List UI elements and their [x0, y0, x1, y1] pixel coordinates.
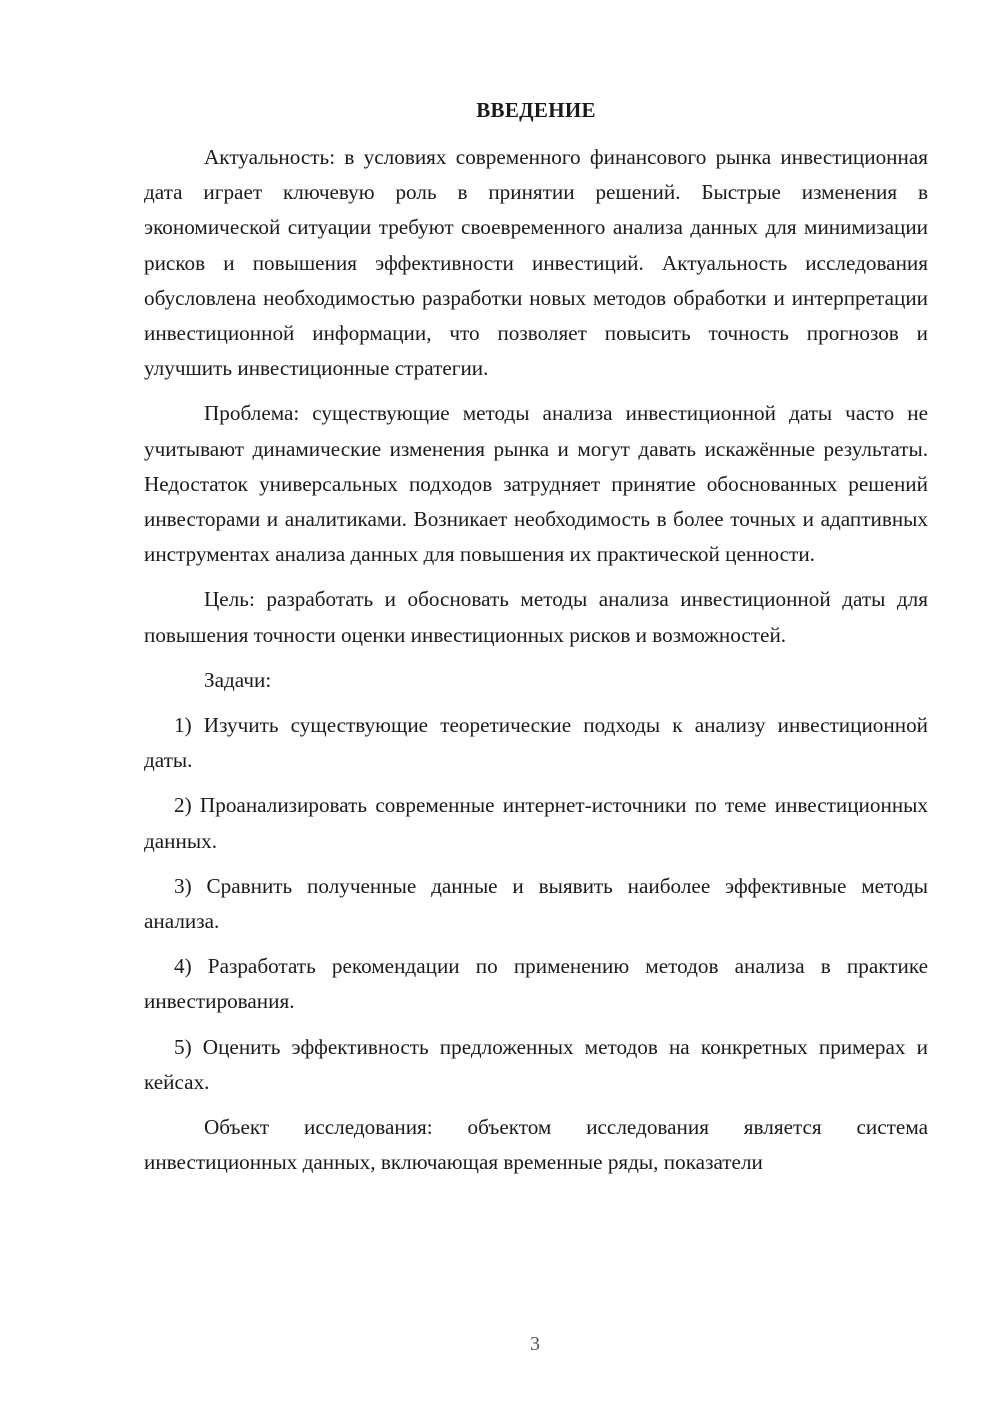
paragraph-object: Объект исследования: объектом исследования является система инвестиционных данных, включающая временные ряды, показатели — [144, 1115, 928, 1175]
paragraph-problem: Проблема: существующие методы анализа инвестиционной даты часто не учитывают динамические изменения рынка и могут давать искажённые результаты. Недостаток универсальных подходов затрудняет принятие обоснованных решений инвесторами и аналитиками. Возникает необходимость в более точных и адаптивных инструментах анализа данных для повышения их практической ценности. — [144, 401, 928, 567]
page-content — [144, 92, 928, 1180]
tasks-label: Задачи: — [204, 667, 272, 692]
paragraph-goal: Цель: разработать и обосновать методы анализа инвестиционной даты для повышения точности оценки инвестиционных рисков и возможностей. — [144, 587, 928, 647]
page-number: 3 — [530, 1333, 540, 1355]
paragraph-relevance: Актуальность: в условиях современного финансового рынка инвестиционная дата играет ключевую роль в принятии решений. Быстрые изменения в экономической ситуации требуют своевременного анализа данных для минимизации рисков и повышения эффективности инвестиций. Актуальность исследования обусловлена необходимостью разработки новых методов обработки и интерпретации инвестиционной информации, что позволяет повысить точность прогнозов и улучшить инвестиционные стратегии. — [144, 145, 928, 381]
task-item: 4) Разработать рекомендации по применению методов анализа в практике инвестирования. — [144, 954, 928, 1014]
task-item: 1) Изучить существующие теоретические подходы к анализу инвестиционной даты. — [144, 713, 928, 773]
task-item: 2) Проанализировать современные интернет-источники по теме инвестиционных данных. — [144, 793, 928, 853]
page-title: ВВЕДЕНИЕ — [476, 98, 596, 122]
task-item: 5) Оценить эффективность предложенных методов на конкретных примерах и кейсах. — [144, 1034, 928, 1094]
task-item: 3) Сравнить полученные данные и выявить наиболее эффективные методы анализа. — [144, 873, 928, 934]
